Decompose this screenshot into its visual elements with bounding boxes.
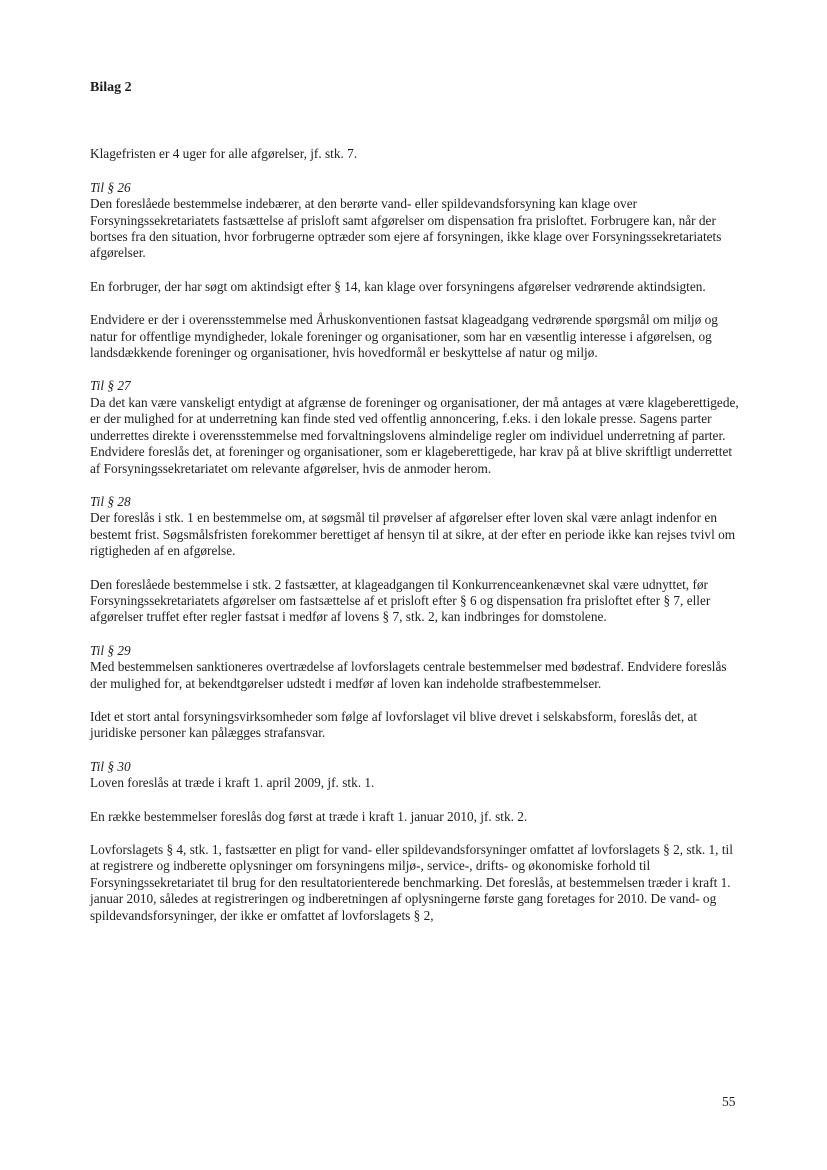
page-number: 55 (722, 1094, 736, 1109)
paragraph: Klagefristen er 4 uger for alle afgørelser, jf. stk. 7. (90, 146, 358, 162)
paragraph: Endvidere er der i overensstemmelse med Århuskonventionen fastsat klageadgang vedrørende spørgsmål om miljø og natur for offentlige myndigheder, lokale foreninger og organisationer, som har en væsentlig interesse i afgørelsen, og landsdækkende foreninger og organisationer, hvis hovedformål er beskyttelse af natur og miljø. (90, 312, 718, 361)
section-text: Den foreslåede bestemmelse indebærer, at den berørte vand- eller spildevandsforsyning kan klage over Forsyningssekretariatets fastsættelse af prisloft samt afgørelser om dispensation fra prisloftet. Forbrugere kan, når der bortses fra den situation, hvor forbrugerne optræder som ejere af forsyningen, ikke klage over Forsyningssekretariatets afgørelser. (90, 196, 722, 261)
paragraph: Lovforslagets § 4, stk. 1, fastsætter en pligt for vand- eller spildevandsforsyninger omfattet af lovforslagets § 2, stk. 1, til at registrere og indberette oplysninger om forsyningens miljø-, service-, drifts- og økonomiske forhold til Forsyningssekretariatet til brug for den resultatorienterede benchmarking. Det foreslås, at bestemmelsen træder i kraft 1. januar 2010, således at registreringen og indberetningen af oplysningerne første gang foretages for 2010. De vand- og spildevandsforsyninger, der ikke er omfattet af lovforslagets § 2, (90, 842, 733, 923)
paragraph: Den foreslåede bestemmelse i stk. 2 fastsætter, at klageadgangen til Konkurrenceankenævnet skal være udnyttet, før Forsyningssekretariatets afgørelser om fastsættelse af et prisloft efter § 6 og dispensation fra prisloftet efter § 7, eller afgørelser truffet efter regler fastsat i medfør af lovens § 7, stk. 2, kan indbringes for domstolene. (90, 576, 711, 625)
document-heading: Bilag 2 (90, 80, 132, 95)
section-text: Med bestemmelsen sanktioneres overtrædelse af lovforslagets centrale bestemmelser med bødestraf. Endvidere foreslås der mulighed for, at bekendtgørelser udstedt i medfør af loven kan indeholde strafbestemmelser. (90, 659, 727, 691)
section-title: Til § 30 (90, 758, 131, 774)
paragraph: En række bestemmelser foreslås dog først at træde i kraft 1. januar 2010, jf. stk. 2. (90, 808, 528, 824)
section (90, 494, 740, 560)
document-body (90, 80, 740, 941)
section-title: Til § 29 (90, 642, 131, 658)
section (90, 759, 740, 792)
section (90, 180, 740, 262)
section-title: Til § 26 (90, 179, 131, 195)
paragraph: Idet et stort antal forsyningsvirksomheder som følge af lovforslaget vil blive drevet i selskabsform, foreslås det, at juridiske personer kan pålægges strafansvar. (90, 708, 698, 741)
section (90, 643, 740, 692)
document-blocks (90, 146, 740, 924)
section-text: Der foreslås i stk. 1 en bestemmelse om, at søgsmål til prøvelser af afgørelser efter loven skal være anlagt indenfor en bestemt frist. Søgsmålsfristen forekommer berettiget af hensyn til at sikre, at der efter en periode ikke kan rejses tvivl om rigtigheden af en afgørelse. (90, 510, 736, 559)
section-text: Loven foreslås at træde i kraft 1. april 2009, jf. stk. 1. (90, 775, 375, 791)
section-text: Da det kan være vanskeligt entydigt at afgrænse de foreninger og organisationer, der må antages at være klageberettigede, er der mulighed for at underretning kan finde sted ved offentlig annoncering, f.eks. i den lokale presse. Sagens parter underrettes direkte i overensstemmelse med forvaltningslovens almindelige regler om individuel underretning af parter. Endvidere foreslås det, at foreninger og organisationer, som er klageberettigede, har krav på at blive skriftligt underrettet af Forsyningssekretariatet om relevante afgørelser, hvis de anmoder herom. (90, 394, 739, 476)
section-title: Til § 27 (90, 378, 131, 394)
section-title: Til § 28 (90, 493, 131, 509)
paragraph: En forbruger, der har søgt om aktindsigt efter § 14, kan klage over forsyningens afgørelser vedrørende aktindsigten. (90, 278, 706, 294)
section (90, 378, 740, 476)
